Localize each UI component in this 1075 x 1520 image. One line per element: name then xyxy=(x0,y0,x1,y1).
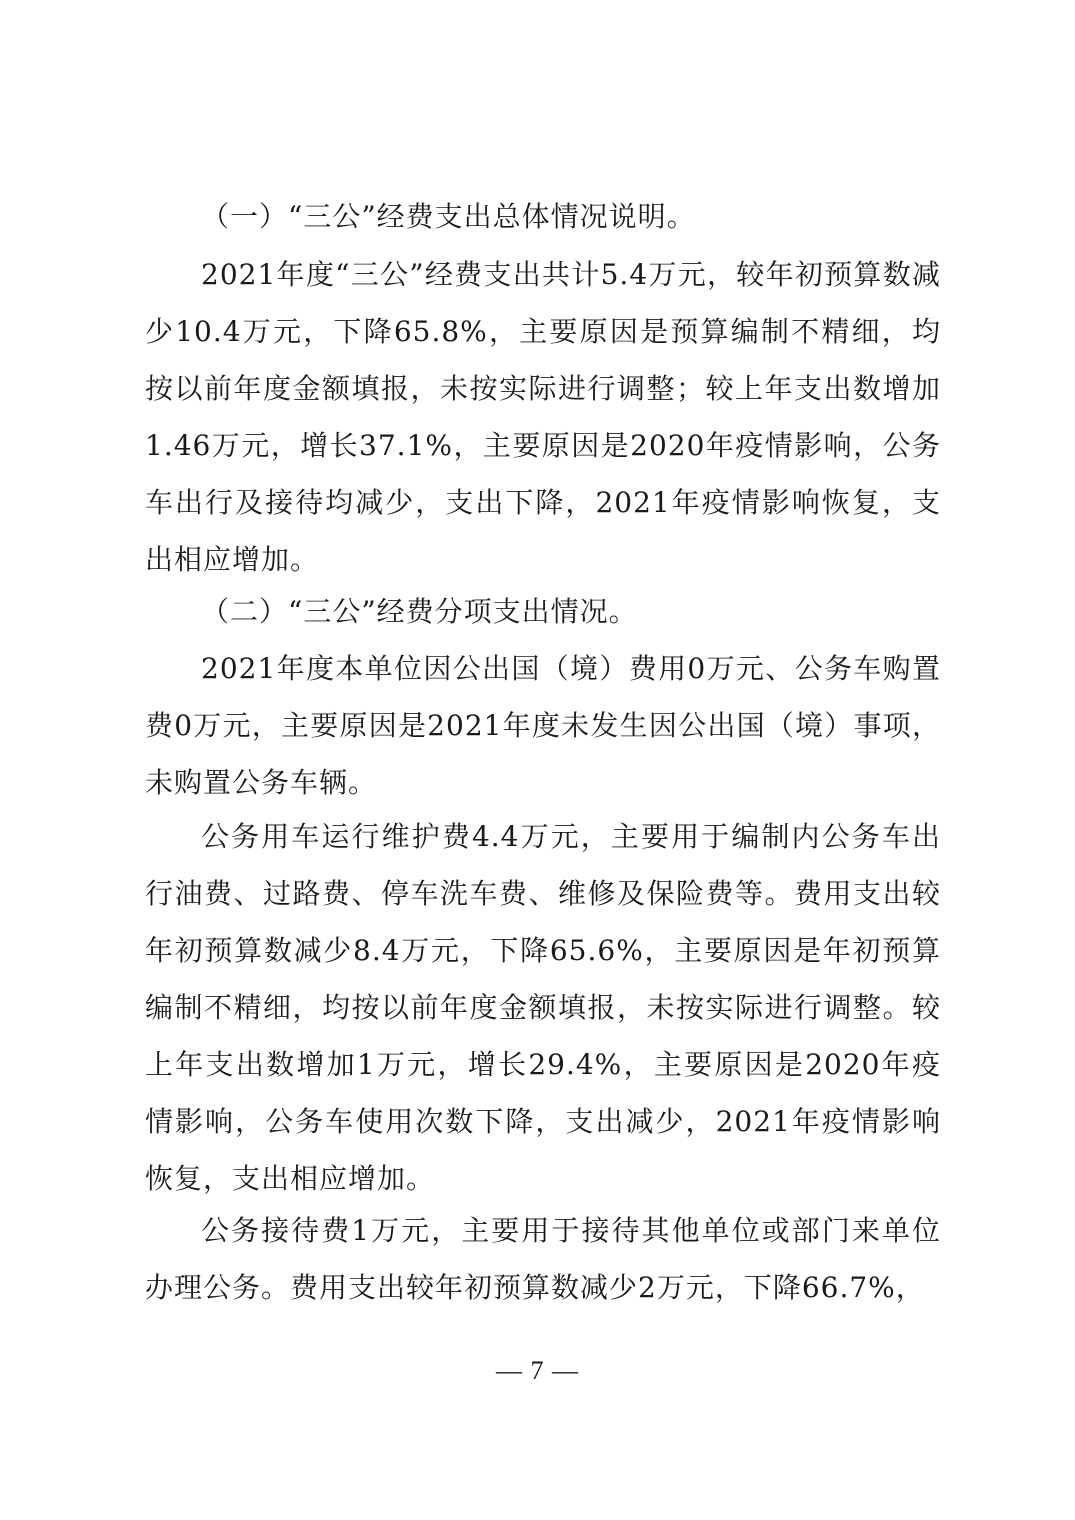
section-2-para-2-block xyxy=(145,808,941,1207)
section-1-heading: （一）“三公”经费支出总体情况说明。 xyxy=(201,200,696,233)
section-2-para-1-block xyxy=(145,640,941,811)
section-1-body: 2021年度“三公”经费支出共计5.4万元，较年初预算数减少10.4万元，下降65.8%，主要原因是预算编制不精细，均按以前年度金额填报，未按实际进行调整；较上年支出数增加1.46万元，增长37.1%，主要原因是2020年疫情影响，公务车出行及接待均减少，支出下降，2021年疫情影响恢复，支出相应增加。 xyxy=(145,258,941,576)
section-2-heading: （二）“三公”经费分项支出情况。 xyxy=(201,595,638,628)
section-2-para-1: 2021年度本单位因公出国（境）费用0万元、公务车购置费0万元，主要原因是2021年度未发生因公出国（境）事项，未购置公务车辆。 xyxy=(145,652,941,799)
section-2-para-3: 公务接待费1万元，主要用于接待其他单位或部门来单位办理公务。费用支出较年初预算数减少2万元，下降66.7%， xyxy=(145,1214,941,1304)
section-2 xyxy=(145,583,941,640)
section-2-para-3-block xyxy=(145,1202,941,1316)
page-number: — 7 — xyxy=(496,1356,579,1385)
section-2-para-2: 公务用车运行维护费4.4万元，主要用于编制内公务车出行油费、过路费、停车洗车费、维修及保险费等。费用支出较年初预算数减少8.4万元，下降65.6%，主要原因是年初预算编制不精细，均按以前年度金额填报，未按实际进行调整。较上年支出数增加1万元，增长29.4%，主要原因是2020年疫情影响，公务车使用次数下降，支出减少，2021年疫情影响恢复，支出相应增加。 xyxy=(145,820,941,1195)
section-1-body-block xyxy=(145,246,941,588)
section-1 xyxy=(145,188,941,245)
